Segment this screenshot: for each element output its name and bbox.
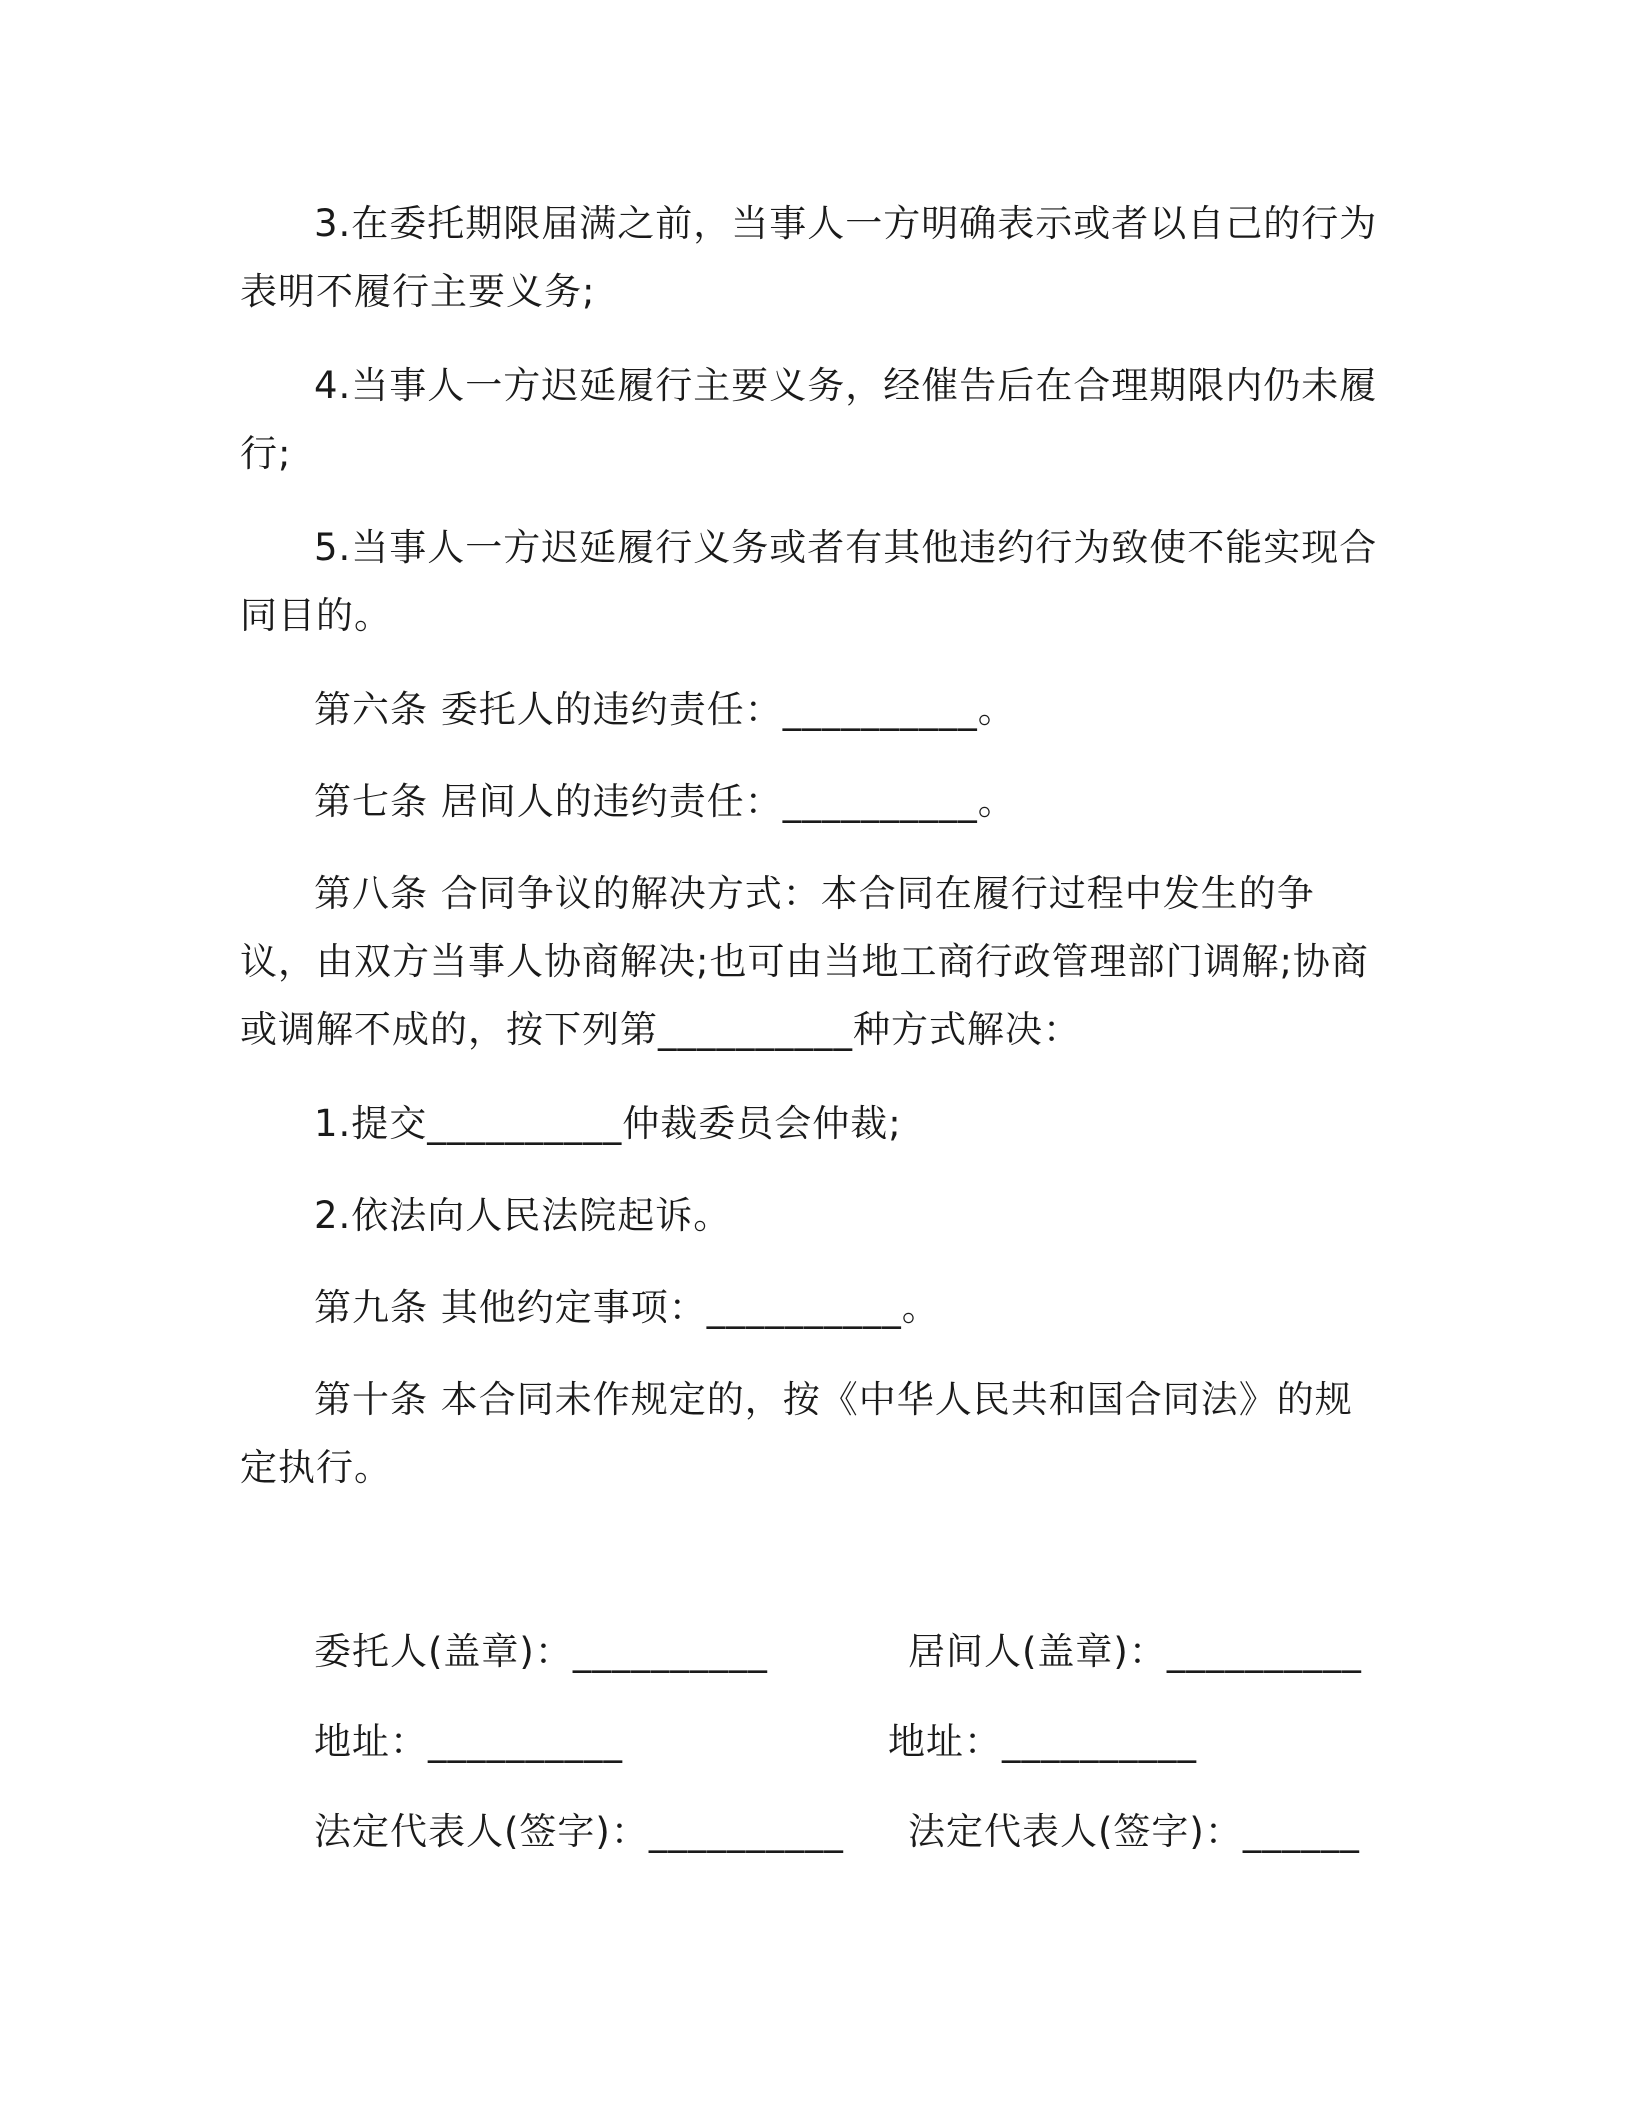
signature-block xyxy=(240,1618,1390,1888)
client-representative-field: 法定代表人(签字)：__________ xyxy=(314,1810,844,1853)
article-9-other-matters: 第九条 其他约定事项：__________。 xyxy=(314,1286,940,1329)
broker-seal-field: 居间人(盖章)：__________ xyxy=(908,1630,1362,1673)
article-8-dispute-resolution: 第八条 合同争议的解决方式：本合同在履行过程中发生的争议，由双方当事人协商解决;也可由当地工商行政管理部门调解;协商或调解不成的，按下列第__________种方式解决： xyxy=(240,872,1369,1051)
clause-3: 3.在委托期限届满之前，当事人一方明确表示或者以自己的行为表明不履行主要义务; xyxy=(240,202,1378,313)
client-address-field: 地址：__________ xyxy=(314,1720,623,1763)
dispute-option-arbitration: 1.提交__________仲裁委员会仲裁; xyxy=(314,1102,902,1145)
article-7-broker-liability: 第七条 居间人的违约责任：__________。 xyxy=(314,780,1016,823)
signature-row-address xyxy=(240,1708,1390,1798)
clause-4: 4.当事人一方迟延履行主要义务，经催告后在合理期限内仍未履行; xyxy=(240,364,1378,475)
client-seal-field: 委托人(盖章)：__________ xyxy=(314,1630,768,1673)
signature-row-seal xyxy=(240,1618,1390,1708)
broker-address-field: 地址：__________ xyxy=(888,1720,1197,1763)
article-10-applicable-law: 第十条 本合同未作规定的，按《中华人民共和国合同法》的规定执行。 xyxy=(240,1378,1353,1489)
contract-body xyxy=(240,190,1390,1528)
article-6-client-liability: 第六条 委托人的违约责任：__________。 xyxy=(314,688,1016,731)
clause-5: 5.当事人一方迟延履行义务或者有其他违约行为致使不能实现合同目的。 xyxy=(240,526,1378,637)
dispute-option-litigation: 2.依法向人民法院起诉。 xyxy=(314,1194,732,1237)
signature-row-representative xyxy=(240,1798,1390,1888)
broker-representative-field: 法定代表人(签字)：______ xyxy=(908,1810,1360,1853)
